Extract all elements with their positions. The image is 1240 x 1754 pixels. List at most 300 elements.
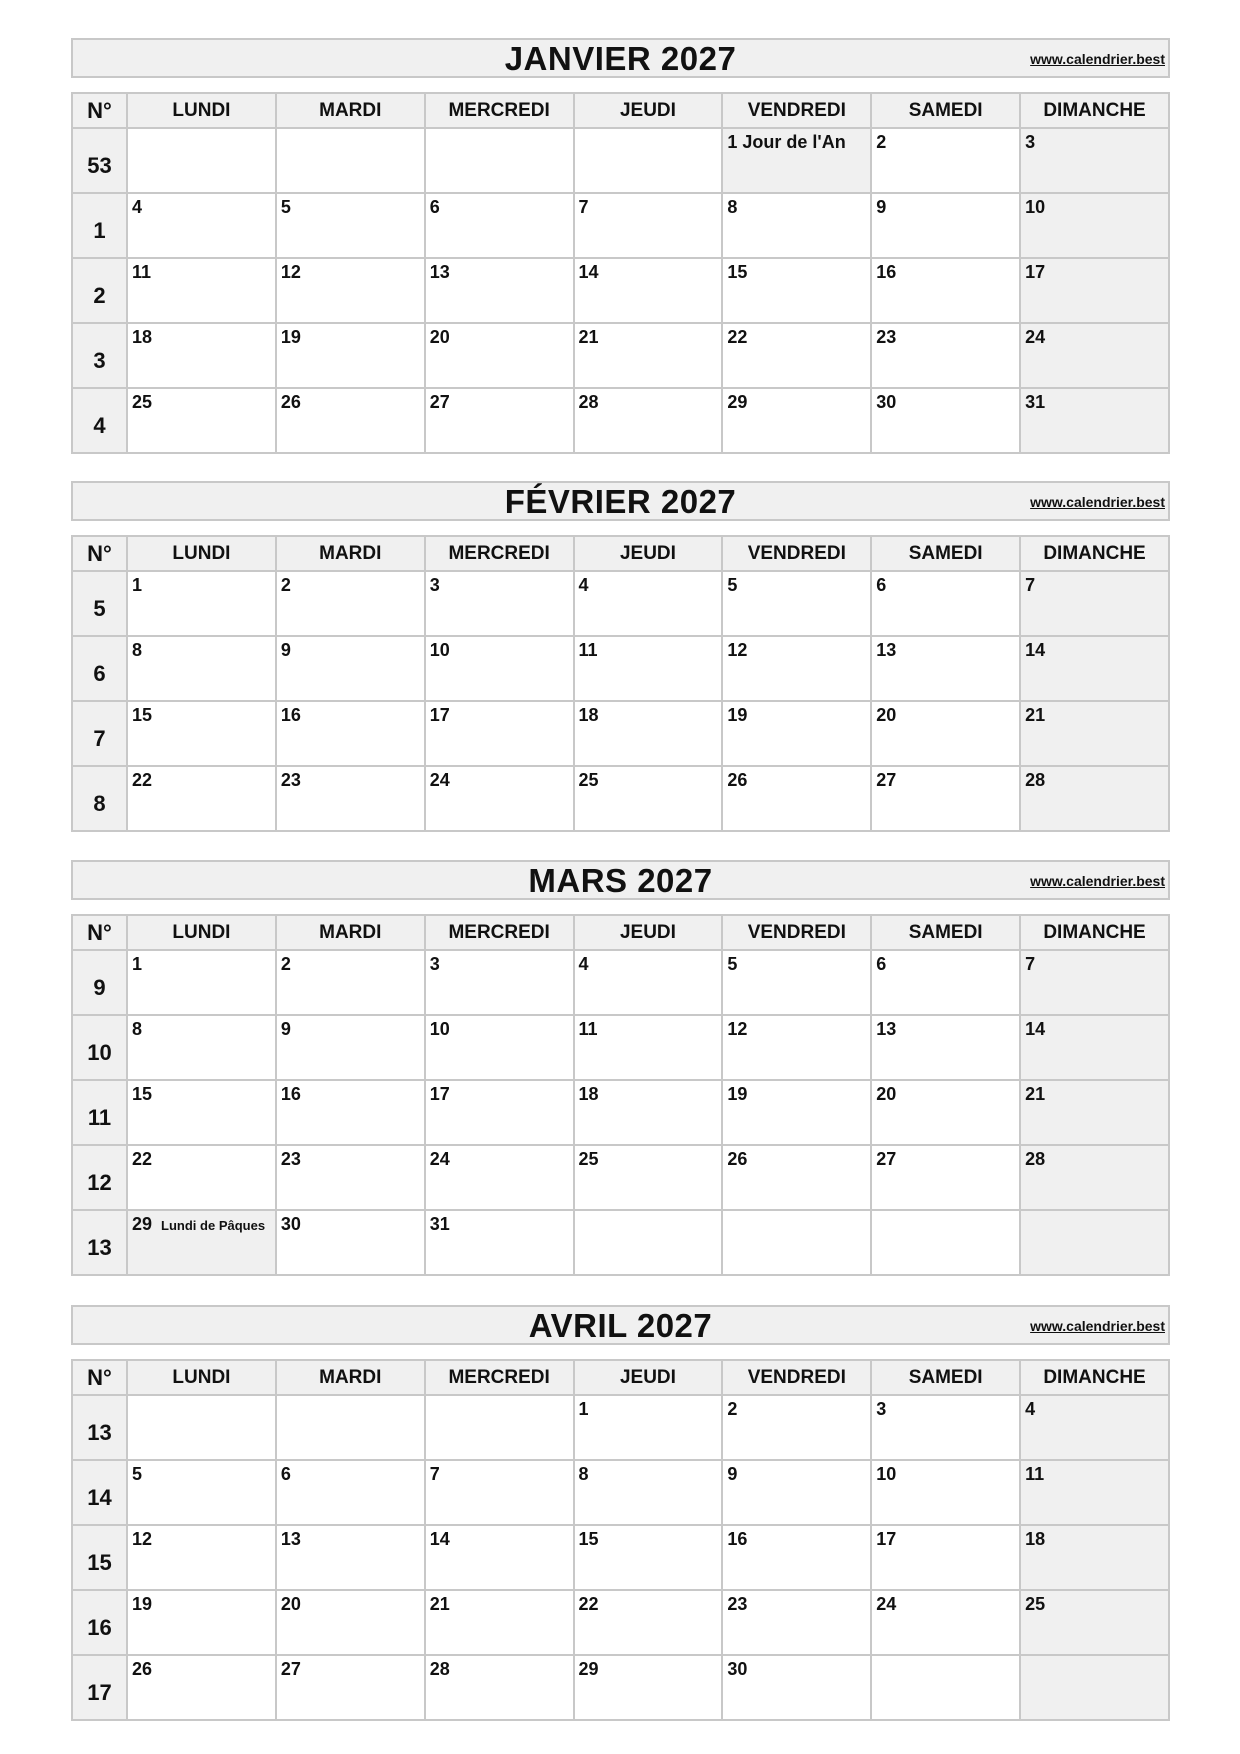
day-number: 18 (1025, 1529, 1046, 1549)
day-number: 3 (429, 575, 440, 595)
day-header: DIMANCHE (1020, 536, 1169, 571)
day-header: JEUDI (574, 915, 723, 950)
week-number: 15 (72, 1525, 127, 1590)
day-cell[interactable] (127, 1145, 276, 1210)
day-cell[interactable] (1020, 636, 1169, 701)
day-number: 22 (578, 1594, 599, 1614)
day-number: 29 (578, 1659, 599, 1679)
day-cell[interactable] (574, 1460, 723, 1525)
day-number: 19 (132, 1594, 153, 1614)
day-cell[interactable] (1020, 1590, 1169, 1655)
week-row (72, 193, 1169, 258)
day-number: 7 (1025, 954, 1036, 974)
day-cell[interactable] (276, 1460, 425, 1525)
week-number: 5 (72, 571, 127, 636)
day-cell[interactable] (722, 258, 871, 323)
day-header: LUNDI (127, 536, 276, 571)
day-cell[interactable] (425, 950, 574, 1015)
day-cell[interactable] (574, 1015, 723, 1080)
day-cell[interactable] (276, 701, 425, 766)
day-cell[interactable] (722, 323, 871, 388)
day-cell[interactable] (425, 1080, 574, 1145)
day-cell[interactable] (871, 766, 1020, 831)
week-row (72, 950, 1169, 1015)
day-cell[interactable] (722, 571, 871, 636)
day-number: 2 (280, 575, 291, 595)
week-number: 53 (72, 128, 127, 193)
day-number: 4 (578, 575, 589, 595)
day-cell[interactable] (276, 1525, 425, 1590)
day-number: 31 (429, 1214, 450, 1234)
day-number: 2 (727, 1399, 738, 1419)
week-row (72, 1145, 1169, 1210)
day-cell[interactable] (1020, 701, 1169, 766)
day-number: 20 (876, 1084, 897, 1104)
day-cell[interactable] (276, 388, 425, 453)
day-cell[interactable] (871, 1590, 1020, 1655)
day-cell[interactable] (425, 1525, 574, 1590)
day-number: 20 (876, 705, 897, 725)
day-number: 9 (727, 1464, 738, 1484)
day-cell[interactable] (276, 1210, 425, 1275)
day-number: 3 (876, 1399, 887, 1419)
week-number: 7 (72, 701, 127, 766)
day-cell[interactable] (871, 636, 1020, 701)
day-number: 1 (727, 132, 738, 152)
day-cell[interactable] (722, 950, 871, 1015)
day-cell[interactable] (574, 388, 723, 453)
week-row (72, 388, 1169, 453)
day-number: 11 (578, 640, 598, 660)
day-cell[interactable] (1020, 950, 1169, 1015)
day-number: 5 (280, 197, 291, 217)
day-cell[interactable] (425, 1210, 574, 1275)
day-header: JEUDI (574, 1360, 723, 1395)
week-number: 11 (72, 1080, 127, 1145)
day-header: LUNDI (127, 93, 276, 128)
day-number: 4 (578, 954, 589, 974)
day-cell[interactable] (871, 323, 1020, 388)
day-number: 10 (876, 1464, 897, 1484)
day-cell[interactable] (574, 636, 723, 701)
month-title: MARS 2027 (528, 862, 713, 899)
day-number: 13 (280, 1529, 301, 1549)
day-cell[interactable] (871, 1525, 1020, 1590)
week-number: 16 (72, 1590, 127, 1655)
day-number: 26 (280, 392, 301, 412)
day-cell[interactable] (127, 1460, 276, 1525)
day-cell[interactable] (722, 128, 871, 193)
day-header: MARDI (276, 536, 425, 571)
day-number: 8 (132, 1019, 143, 1039)
day-header: MERCREDI (425, 536, 574, 571)
week-number: 3 (72, 323, 127, 388)
day-number: 2 (280, 954, 291, 974)
day-cell[interactable] (871, 388, 1020, 453)
day-cell[interactable] (425, 1145, 574, 1210)
header-row (72, 93, 1169, 128)
day-number: 16 (280, 1084, 301, 1104)
day-number: 26 (132, 1659, 153, 1679)
day-cell[interactable] (276, 636, 425, 701)
day-cell[interactable] (871, 1015, 1020, 1080)
day-cell[interactable] (1020, 1210, 1169, 1275)
site-link[interactable]: www.calendrier.best (1030, 51, 1165, 67)
day-number: 28 (1025, 1149, 1046, 1169)
day-cell[interactable] (722, 1655, 871, 1720)
day-cell[interactable] (722, 1460, 871, 1525)
day-cell[interactable] (127, 128, 276, 193)
week-number: 13 (72, 1395, 127, 1460)
day-cell[interactable] (1020, 1655, 1169, 1720)
day-number: 25 (1025, 1594, 1046, 1614)
day-header: VENDREDI (722, 915, 871, 950)
day-cell[interactable] (127, 323, 276, 388)
day-cell[interactable] (574, 1655, 723, 1720)
day-number: 4 (1025, 1399, 1036, 1419)
day-number: 17 (1025, 262, 1046, 282)
day-cell[interactable] (425, 323, 574, 388)
day-number: 23 (876, 327, 897, 347)
day-number: 18 (578, 1084, 599, 1104)
day-cell[interactable] (127, 571, 276, 636)
month-february (71, 481, 1170, 832)
week-row (72, 1395, 1169, 1460)
day-number: 17 (429, 705, 450, 725)
day-cell[interactable] (127, 1395, 276, 1460)
day-number: 17 (429, 1084, 450, 1104)
day-cell[interactable] (574, 193, 723, 258)
day-cell[interactable] (276, 1080, 425, 1145)
day-number: 25 (132, 392, 153, 412)
week-number: 4 (72, 388, 127, 453)
day-cell[interactable] (127, 766, 276, 831)
day-cell[interactable] (276, 766, 425, 831)
day-cell[interactable] (574, 766, 723, 831)
day-number: 19 (727, 1084, 748, 1104)
site-link[interactable]: www.calendrier.best (1030, 494, 1165, 510)
day-cell[interactable] (871, 1395, 1020, 1460)
week-row (72, 1590, 1169, 1655)
week-number: 13 (72, 1210, 127, 1275)
day-header: JEUDI (574, 93, 723, 128)
day-cell[interactable] (425, 766, 574, 831)
day-number: 14 (1025, 1019, 1046, 1039)
day-number: 28 (1025, 770, 1046, 790)
week-number: 10 (72, 1015, 127, 1080)
day-number: 15 (132, 705, 153, 725)
day-number: 7 (578, 197, 589, 217)
day-number: 14 (1025, 640, 1046, 660)
day-number: 13 (429, 262, 450, 282)
day-number: 2 (876, 132, 887, 152)
day-cell[interactable] (574, 1210, 723, 1275)
day-number: 17 (876, 1529, 897, 1549)
day-cell[interactable] (127, 258, 276, 323)
day-cell[interactable] (1020, 128, 1169, 193)
day-number: 11 (1025, 1464, 1045, 1484)
day-number: 4 (132, 197, 143, 217)
day-number: 15 (727, 262, 748, 282)
day-number: 21 (1025, 1084, 1046, 1104)
month-title: AVRIL 2027 (528, 1307, 713, 1344)
day-number: 3 (429, 954, 440, 974)
day-cell[interactable] (1020, 571, 1169, 636)
day-cell[interactable] (276, 950, 425, 1015)
week-row (72, 1525, 1169, 1590)
week-row (72, 571, 1169, 636)
day-cell[interactable] (425, 1590, 574, 1655)
day-cell[interactable] (574, 323, 723, 388)
day-cell[interactable] (574, 571, 723, 636)
day-cell[interactable] (425, 258, 574, 323)
week-row (72, 323, 1169, 388)
day-header: SAMEDI (871, 1360, 1020, 1395)
day-cell[interactable] (425, 193, 574, 258)
month-title: JANVIER 2027 (504, 40, 737, 77)
day-cell[interactable] (127, 636, 276, 701)
day-cell[interactable] (127, 1210, 276, 1275)
day-cell[interactable] (127, 1080, 276, 1145)
day-number: 19 (280, 327, 301, 347)
day-number: 1 (132, 954, 143, 974)
day-cell[interactable] (1020, 258, 1169, 323)
day-header: SAMEDI (871, 915, 1020, 950)
header-row (72, 536, 1169, 571)
day-cell[interactable] (276, 323, 425, 388)
day-cell[interactable] (722, 1525, 871, 1590)
day-cell[interactable] (1020, 766, 1169, 831)
day-number: 27 (280, 1659, 301, 1679)
day-number: 9 (280, 1019, 291, 1039)
day-cell[interactable] (722, 388, 871, 453)
day-cell[interactable] (574, 1080, 723, 1145)
month-march (71, 860, 1170, 1276)
day-cell[interactable] (425, 1655, 574, 1720)
month-title: FÉVRIER 2027 (504, 483, 737, 520)
day-cell[interactable] (1020, 1145, 1169, 1210)
day-cell[interactable] (871, 1145, 1020, 1210)
day-header: DIMANCHE (1020, 1360, 1169, 1395)
day-number: 5 (727, 954, 738, 974)
day-number: 6 (429, 197, 440, 217)
week-number-header: N° (72, 93, 127, 128)
day-number: 16 (280, 705, 301, 725)
day-cell[interactable] (871, 950, 1020, 1015)
day-cell[interactable] (276, 1395, 425, 1460)
day-number: 19 (727, 705, 748, 725)
day-cell[interactable] (276, 258, 425, 323)
day-cell[interactable] (722, 1210, 871, 1275)
day-header: DIMANCHE (1020, 915, 1169, 950)
day-number: 6 (280, 1464, 291, 1484)
day-number: 24 (1025, 327, 1046, 347)
day-cell[interactable] (276, 571, 425, 636)
day-cell[interactable] (722, 636, 871, 701)
day-number: 28 (578, 392, 599, 412)
day-number: 10 (429, 1019, 450, 1039)
month-calendar-table (71, 914, 1170, 1276)
day-cell[interactable] (722, 766, 871, 831)
day-number: 18 (578, 705, 599, 725)
day-cell[interactable] (574, 1525, 723, 1590)
day-number: 12 (280, 262, 301, 282)
week-number-header: N° (72, 915, 127, 950)
day-header: MERCREDI (425, 1360, 574, 1395)
month-april (71, 1305, 1170, 1721)
day-number: 9 (876, 197, 887, 217)
day-cell[interactable] (871, 571, 1020, 636)
day-cell[interactable] (574, 1590, 723, 1655)
day-number: 28 (429, 1659, 450, 1679)
day-cell[interactable] (1020, 1395, 1169, 1460)
day-number: 30 (727, 1659, 748, 1679)
day-number: 24 (429, 1149, 450, 1169)
site-link[interactable]: www.calendrier.best (1030, 873, 1165, 889)
day-header: MERCREDI (425, 93, 574, 128)
day-cell[interactable] (425, 1460, 574, 1525)
day-number: 21 (429, 1594, 450, 1614)
day-cell[interactable] (574, 128, 723, 193)
day-header: MARDI (276, 915, 425, 950)
day-number: 16 (876, 262, 897, 282)
site-link[interactable]: www.calendrier.best (1030, 1318, 1165, 1334)
day-cell[interactable] (722, 1590, 871, 1655)
day-header: VENDREDI (722, 536, 871, 571)
day-header: JEUDI (574, 536, 723, 571)
day-cell[interactable] (127, 1655, 276, 1720)
week-row (72, 258, 1169, 323)
day-cell[interactable] (871, 258, 1020, 323)
day-cell[interactable] (276, 193, 425, 258)
day-cell[interactable] (722, 1395, 871, 1460)
week-row (72, 1210, 1169, 1275)
day-cell[interactable] (1020, 1460, 1169, 1525)
day-number: 14 (578, 262, 599, 282)
day-number: 11 (132, 262, 152, 282)
day-cell[interactable] (276, 128, 425, 193)
day-cell[interactable] (871, 193, 1020, 258)
day-number: 27 (876, 770, 897, 790)
day-number: 27 (876, 1149, 897, 1169)
day-number: 13 (876, 640, 897, 660)
day-cell[interactable] (574, 1145, 723, 1210)
day-cell[interactable] (574, 950, 723, 1015)
day-cell[interactable] (127, 701, 276, 766)
day-cell[interactable] (871, 128, 1020, 193)
day-cell[interactable] (1020, 1015, 1169, 1080)
week-number: 1 (72, 193, 127, 258)
day-cell[interactable] (276, 1590, 425, 1655)
day-cell[interactable] (276, 1145, 425, 1210)
header-row (72, 915, 1169, 950)
day-cell[interactable] (722, 193, 871, 258)
day-cell[interactable] (871, 1460, 1020, 1525)
day-number: 26 (727, 1149, 748, 1169)
day-number: 26 (727, 770, 748, 790)
day-cell[interactable] (127, 950, 276, 1015)
week-row (72, 1015, 1169, 1080)
day-number: 18 (132, 327, 153, 347)
day-cell[interactable] (574, 701, 723, 766)
day-cell[interactable] (722, 1145, 871, 1210)
week-number: 9 (72, 950, 127, 1015)
holiday-name: Jour de l'An (742, 132, 846, 152)
week-row (72, 766, 1169, 831)
day-header: VENDREDI (722, 93, 871, 128)
day-cell[interactable] (127, 193, 276, 258)
day-cell[interactable] (276, 1655, 425, 1720)
day-number: 8 (578, 1464, 589, 1484)
day-cell[interactable] (871, 1210, 1020, 1275)
day-cell[interactable] (425, 701, 574, 766)
week-row (72, 701, 1169, 766)
day-cell[interactable] (722, 1015, 871, 1080)
day-number: 10 (1025, 197, 1046, 217)
day-number: 9 (280, 640, 291, 660)
day-cell[interactable] (574, 1395, 723, 1460)
day-number: 12 (727, 1019, 748, 1039)
day-number: 11 (578, 1019, 598, 1039)
day-number: 12 (727, 640, 748, 660)
month-calendar-table (71, 535, 1170, 832)
day-number: 22 (132, 770, 153, 790)
day-cell[interactable] (871, 1655, 1020, 1720)
week-number: 12 (72, 1145, 127, 1210)
week-number: 8 (72, 766, 127, 831)
day-header: MERCREDI (425, 915, 574, 950)
day-number: 16 (727, 1529, 748, 1549)
day-cell[interactable] (722, 701, 871, 766)
day-cell[interactable] (1020, 1525, 1169, 1590)
day-number: 20 (429, 327, 450, 347)
day-number: 5 (727, 575, 738, 595)
month-calendar-table (71, 92, 1170, 454)
day-cell[interactable] (722, 1080, 871, 1145)
day-number: 30 (876, 392, 897, 412)
week-number-header: N° (72, 1360, 127, 1395)
day-cell[interactable] (425, 1395, 574, 1460)
day-number: 1 (578, 1399, 589, 1419)
day-cell[interactable] (871, 1080, 1020, 1145)
day-number: 27 (429, 392, 450, 412)
day-cell[interactable] (425, 1015, 574, 1080)
day-cell[interactable] (276, 1015, 425, 1080)
day-number: 6 (876, 954, 887, 974)
day-cell[interactable] (127, 1590, 276, 1655)
day-cell[interactable] (1020, 1080, 1169, 1145)
day-cell[interactable] (871, 701, 1020, 766)
day-cell[interactable] (127, 1525, 276, 1590)
day-cell[interactable] (425, 388, 574, 453)
day-number: 31 (1025, 392, 1046, 412)
week-number: 6 (72, 636, 127, 701)
day-cell[interactable] (574, 258, 723, 323)
day-cell[interactable] (1020, 193, 1169, 258)
day-header: DIMANCHE (1020, 93, 1169, 128)
day-cell[interactable] (425, 128, 574, 193)
day-cell[interactable] (1020, 323, 1169, 388)
day-cell[interactable] (127, 388, 276, 453)
day-number: 5 (132, 1464, 143, 1484)
day-number: 14 (429, 1529, 450, 1549)
day-cell[interactable] (127, 1015, 276, 1080)
day-cell[interactable] (425, 636, 574, 701)
day-cell[interactable] (425, 571, 574, 636)
day-cell[interactable] (1020, 388, 1169, 453)
header-row (72, 1360, 1169, 1395)
day-number: 21 (578, 327, 599, 347)
